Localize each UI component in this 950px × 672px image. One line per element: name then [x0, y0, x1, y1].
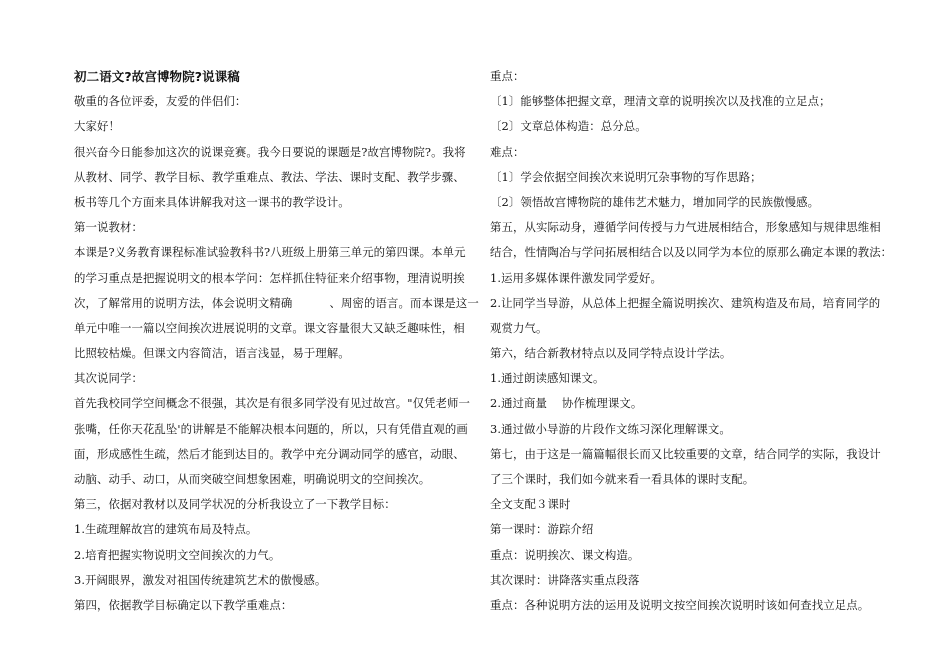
- paragraph-line: 重点：各种说明方法的运用及说明文按空间挨次说明时该如何查找立足点。: [490, 597, 870, 612]
- list-item: 1.运用多媒体课件激发同学爱好。: [490, 270, 662, 285]
- paragraph-line: 第五，从实际动身，遵循学问传授与力气进展相结合，形象感知与规律思维相: [490, 220, 881, 235]
- paragraph-line: 本课是?义务教育课程标准试验教科书?八班级上册第三单元的第四课。本单元: [74, 245, 466, 260]
- left-column: [74, 64, 479, 618]
- section-heading: 重点：: [490, 69, 525, 83]
- paragraph-line: 动脑、动手、动口，从而突破空间想象困难，明确说明文的空间挨次。: [74, 472, 431, 486]
- hello-line: 大家好！: [74, 119, 120, 134]
- list-item: 2.培育把握实物说明文空间挨次的力气。: [74, 547, 281, 562]
- paragraph-line: 其次课时：讲降落实重点段落: [490, 572, 640, 587]
- list-item: 2.让同学当导游，从总体上把握全篇说明挨次、建筑构造及布局，培育同学的: [490, 295, 881, 310]
- paragraph-line: 从教材、同学、教学目标、教学重难点、教法、学法、课时支配、教学步骤、: [74, 169, 465, 184]
- paragraph-line: 次，了解常用的说明方法，体会说明文精确 、周密的语言。而本课是这一: [74, 295, 479, 310]
- list-item: 1.生疏理解故宫的建筑布局及特点。: [74, 522, 258, 537]
- section-heading: 第一说教材：: [74, 220, 143, 235]
- section-heading: 全文支配３课时: [490, 497, 571, 512]
- section-heading: 第四，依据教学目标确定以下教学重难点：: [74, 597, 293, 612]
- right-column: [490, 64, 893, 618]
- section-heading: 第六，结合新教材特点以及同学特点设计学法。: [490, 346, 732, 361]
- paragraph-line: 很兴奋今日能参加这次的说课竞赛。我今日要说的课题是?故宫博物院?。我将: [74, 144, 466, 159]
- list-item: 〔1〕学会依据空间挨次来说明冗杂事物的写作思路；: [490, 169, 762, 184]
- paragraph-line: 首先我校同学空间概念不很强，其次是有很多同学没有见过故宫。"仅凭老师一: [74, 396, 471, 411]
- list-item: 〔2〕文章总体构造：总分总。: [490, 119, 647, 134]
- list-item: 2.通过商量 协作梳理课文。: [490, 396, 643, 411]
- section-heading: 其次说同学：: [74, 371, 143, 386]
- paragraph-line: 观赏力气。: [490, 320, 548, 335]
- paragraph-line: 比照较枯燥。但课文内容简洁，语言浅显，易于理解。: [74, 346, 350, 361]
- paragraph-line: 了三个课时，我们如今就来看一看具体的课时支配。: [490, 472, 755, 486]
- paragraph-line: 的学习重点是把握说明文的根本学问：怎样抓住特征来介绍事物，理清说明挨: [74, 270, 465, 285]
- paragraph-line: 面，形成感性生疏，然后才能到达目的。教学中充分调动同学的感官，动眼、: [74, 446, 465, 461]
- list-item: 1.通过朗读感知课文。: [490, 371, 605, 386]
- section-heading: 难点：: [490, 144, 525, 159]
- list-item: 3.通过做小导游的片段作文练习深化理解课文。: [490, 421, 731, 436]
- paragraph-line: 重点：说明挨次、课文构造。: [490, 547, 640, 562]
- paragraph-line: 结合，性情陶冶与学问拓展相结合以及以同学为本位的原那么确定本课的教法：: [490, 245, 893, 260]
- list-item: 〔2〕领悟故宫博物院的雄伟艺术魅力，增加同学的民族傲慢感。: [490, 194, 820, 209]
- greeting-line: 敬重的各位评委，友爱的伴侣们：: [74, 94, 247, 109]
- paragraph-line: 单元中唯一一篇以空间挨次进展说明的文章。课文容量很大又缺乏趣味性，相: [74, 320, 465, 335]
- list-item: 〔1〕能够整体把握文章，理清文章的说明挨次以及找准的立足点；: [490, 94, 831, 109]
- paragraph-line: 张嘴，任你天花乱坠'的讲解是不能解决根本问题的，所以，只有凭借直观的画: [74, 421, 468, 436]
- section-heading: 第三，依据对教材以及同学状况的分析我设立了一下教学目标：: [74, 497, 396, 512]
- paragraph-line: 板书等几个方面来具体讲解我对这一课书的教学设计。: [74, 194, 350, 209]
- paragraph-line: 第一课时：游踪介绍: [490, 522, 594, 537]
- document-title: 初二语文?故宫博物院?说课稿: [74, 69, 240, 84]
- list-item: 3.开阔眼界，激发对祖国传统建筑艺术的傲慢感。: [74, 572, 327, 587]
- paragraph-line: 第七，由于这是一篇篇幅很长而又比较重要的文章，结合同学的实际，我设计: [490, 446, 881, 461]
